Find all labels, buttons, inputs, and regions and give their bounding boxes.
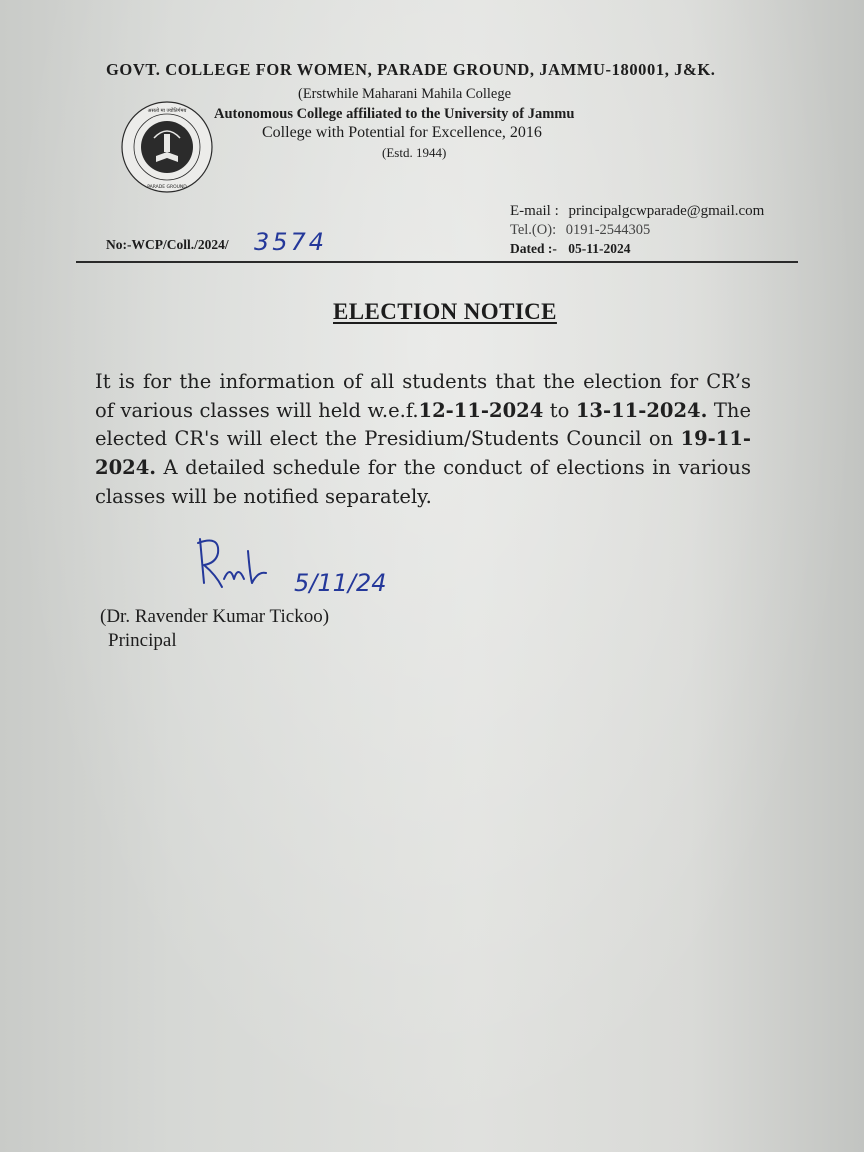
svg-text:असतो मा ज्योतिर्गमय: असतो मा ज्योतिर्गमय <box>147 108 187 114</box>
email-line <box>510 203 764 220</box>
email-value: principalgcwparade@gmail.com <box>568 203 765 219</box>
dated-line <box>510 241 631 257</box>
signatory-name: (Dr. Ravender Kumar Tickoo) <box>100 606 330 627</box>
election-end-date: 13-11-2024. <box>575 398 708 422</box>
email-label: E-mail : <box>510 203 559 219</box>
reference-number: No:-WCP/Coll./2024/ <box>106 237 229 252</box>
council-election-date: 19-11-2024. <box>95 427 751 480</box>
handwritten-reference-number: 3574 <box>254 228 328 256</box>
signature-icon <box>186 535 396 617</box>
signature-date: 5/11/24 <box>294 569 387 597</box>
college-seal-icon <box>120 100 214 194</box>
dated-value: 05-11-2024 <box>568 241 631 256</box>
svg-text:PARADE GROUND: PARADE GROUND <box>147 185 187 190</box>
notice-body-part-4: A detailed schedule for the conduct of elections in various classes will be notified separately. <box>95 456 751 508</box>
notice-body-part-2: to <box>543 398 576 422</box>
notice-body-part-1: It is for the information of all students that the election for CR’s of various classes will held w.e.f. <box>95 370 751 422</box>
telephone-line <box>510 222 650 239</box>
affiliation-line: Autonomous College affiliated to the University of Jammu <box>214 106 575 122</box>
established-year: (Estd. 1944) <box>382 145 447 160</box>
notice-body-part-3: The elected CR's will elect the Presidium/Students Council on <box>95 398 751 451</box>
dated-label: Dated :- <box>510 241 557 256</box>
header-divider <box>76 261 798 263</box>
telephone-label: Tel.(O): <box>510 222 557 238</box>
notice-body <box>95 368 751 512</box>
erstwhile-name: (Erstwhile Maharani Mahila College <box>298 86 512 102</box>
telephone-value: 0191-2544305 <box>565 222 651 238</box>
potential-line: College with Potential for Excellence, 2016 <box>262 124 542 141</box>
election-start-date: 12-11-2024 <box>418 398 544 422</box>
signatory-title: Principal <box>108 630 177 651</box>
notice-title: ELECTION NOTICE <box>333 299 557 324</box>
college-name: GOVT. COLLEGE FOR WOMEN, PARADE GROUND, JAMMU-180001, J&K. <box>106 60 716 79</box>
